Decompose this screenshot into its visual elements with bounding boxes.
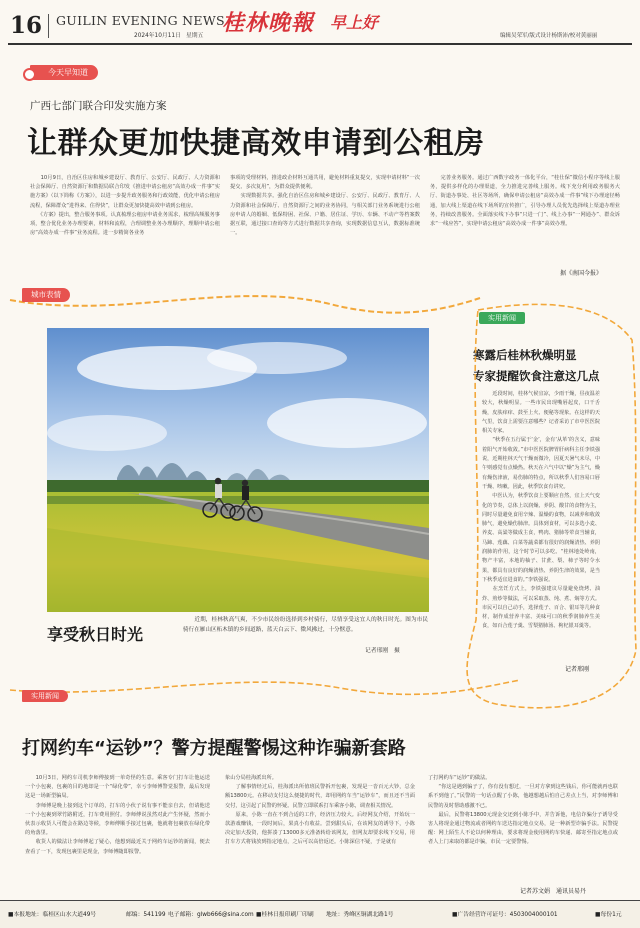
dashed-divider [0, 660, 640, 710]
article1-col3: 完善业务服务。通过广西数字政务一体化平台，“桂仕保”微信小程序等线上服务，提供多样化的办理渠道，全力推进完善线上服务。线下充分利用政务服务大厅、街道办事处、社区等场所，确保申请公租房“高效办成一件事”线下办理途径畅通，加大线上渠道在线下场所的宣传推广，引导办理人员优先选择线上渠道办理业务，持续改善服务。全面落实线下办事“只进一门”、线上办事“一网通办”、群众诉求“一线应答”，实现申请公租房“高效办成一件事”高效办理。 [430, 175, 620, 228]
kicker-tag-label: 今天早知道 [48, 68, 88, 77]
paper-name-logo: 桂林晚報 [222, 10, 315, 36]
sidebar-body: 近段时间，桂林气候宜凉，少雨干燥，昼夜温差较大，秋燥明显。一些市民出现嘴唇起皮，口干舌燥，皮肤痒痒、鼓至上火、便秘等现象。在这样的天气里，饮食上需要注意哪些？记者采访了市中医医院相关专家。 “秋季在五行属于‘金’，金有‘从革’的含义，意味着阳气开始收敛。”市中医医院脾胃肝病科主任李铁强说，近期桂林天气干燥而微冷，因夏天暑气未尽，中午则感觉有点燥热。秋天在六气中以“燥”为主气，燥有燥伤津液，易伤肺的特点，所以秋季人们容易口唇干燥、咳嗽。因此，秋季饮食有讲究。 中医认为，秋季饮食上要顺应自然，宜上天气变化的节奏，总体上以润燥、养阴、酸甘的食物为主，同时尽量避免食用辛辣、温燥的食物，以减养和收敛肺气，避免燥伤肺津。具体到食材，可以多选小麦、养麦、高粱等做成主食，鸭肉、猪肺等荤食当辅食，马蹄、莲藕、白菜等蔬菜都有很好的润燥清热、养阴润肺的作用，这个时节可以多吃。“桂林地处岭南，物产丰富，本地的柚子、甘蔗、梨、柿子等时令水果，都具有良好的润燥清热、养阴生津的效果，是当下秋季适宜进食的。”李铁强说。 在烹饪方式上，李铁强建议尽量避免烧烤、油炸、煎炒等做法，可以采取蒸、炖、煮、焖等方式。市民可以自己动手，选择莲子、百合、银耳等几种食材，制作成营养丰富、美味可口的秋季润肺养生美食，如百合莲子羹、雪梨猪肺汤、枸杞银耳羹等。 [482, 391, 600, 630]
footer-price: ■每份1元 [595, 912, 622, 918]
article2-banner [22, 690, 68, 702]
sidebar-banner-label: 实用新闻 [488, 314, 516, 322]
sidebar-headline-line2: 专家提醒饮食注意这几点 [473, 369, 600, 383]
article2-col1: 10月3日，网约车司机李师傅接到一单奇怪的生意。乘客专门打车让他运送一个小包裹，包裹的目的地却是一个“绿化带”，幸亏李师傅警觉报警，最后发现这是一场新型骗局。 李师傅是晚上接到这个订单的，打车的小伙子说有事不能亲自去，但请他送一个小包裹到翠竹路附近，打车费用照付。李师傅说虽然对此产生怀疑，然而小伙表示收货人可能会在路边等候，李师傅顺手接过包裹，他就将包裹放在绿化带的角落里。 收货人的做法让李师傅起了疑心，他想到最近关于网约车运钞的新闻，便去查看了一下，发现包裹里是现金，李师傅随即报警。 [25, 775, 210, 855]
weekday: 星期五 [186, 33, 204, 39]
footer-ad-license: ■广告经营许可证号：4503004000101 [452, 912, 558, 918]
footer-printer: ■桂林日报印刷厂印刷 [256, 912, 314, 918]
article1-col2: 事项的受理材料，推进政企材料互通共用，避免材料重复提交，实现申请材料“一次提交、多次复用”，为群众提供便利。 实现数据共享。强化自治区住房和城乡建设厅、公安厅、民政厅、教育厅、人力资源和社会保障厅、自然资源厅之间的业务协同，与相关部门业务系统进行公租房申请人的婚姻、低保特困、社保、户籍、居住证、学历、车辆、不动产等档案数据互联，通过接口查询等方式进行数据共享查询，实现数据信息互认，数据标准统一。 [230, 175, 420, 237]
kicker-dot-icon [23, 68, 36, 81]
photo-story-headline: 享受秋日时光 [47, 625, 144, 644]
editors-credit: 编辑吴荣军/版式设计杨斯沛/校对黄丽丽 [500, 33, 598, 39]
article2-banner-label: 实用新闻 [31, 692, 59, 700]
photo-caption: 近期，桂林秋高气爽，不少市民纷纷选择到乡村骑行，尽情享受这宜人的秋日时光。图为市民骑行在雁山区柘木镇的乡间道路，蓝天白云下、微风拂过，十分惬意。 [183, 617, 428, 633]
article1-source: 据《南国今报》 [560, 270, 603, 277]
footer-postcode: 邮编：541199 [126, 912, 166, 918]
article2-col3: 了打网约车“运钞”的做法。 “你这是遇到骗子了，你有没有想过，一旦对方拿到这些钱后，你可能就再也联系不到他了。”民警的一句话点醒了小陈，他越想越后怕自己差点上当，对李师傅和民警的及时帮助感激不已。 最后，民警将13800元现金交还到小陈手中，并告诉他，电信诈骗分子诱导受害人将现金通过物流或者网约车送达指定地点交易，是一种新型诈骗手法。民警提醒：网上陌生人不论以何种理由，要求将现金使用网约车快递、邮寄至指定地点或者人上门来取的都是诈骗，市民一定要警惕。 [428, 775, 618, 846]
footer-bar [0, 900, 640, 928]
footer-email: 电子邮箱：glwb666@sina.com [168, 912, 254, 918]
article2-byline: 记者苏文娟 通讯员易丹 [520, 888, 587, 895]
article1-subhead: 广西七部门联合印发实施方案 [30, 100, 167, 112]
article2-headline: 打网约车“运钞”？警方提醒警惕这种诈骗新套路 [22, 738, 406, 759]
article1-headline: 让群众更加快捷高效申请到公租房 [27, 126, 485, 161]
photo-story-banner-label: 城市表情 [31, 290, 61, 299]
masthead [0, 0, 640, 48]
photo-byline: 记者邢刚 摄 [365, 648, 400, 654]
sidebar-headline-line1: 寒露后桂林秋燥明显 [473, 348, 577, 362]
page-number: 16 [10, 12, 43, 39]
photo-story-banner [22, 288, 70, 302]
paper-name-en: GUILIN EVENING NEWS [56, 13, 225, 28]
footer-address: ■本报地址：临桂区山水大道49号 [8, 912, 97, 918]
section-name-logo: 早上好 [330, 13, 379, 32]
date: 2024年10月11日 [134, 33, 181, 39]
sidebar-byline: 记者邢刚 [565, 666, 590, 673]
article2-col2: 象山分局桂海派出所。 了解事情经过后，桂海派出所值班民警拆开包裹，发现是一沓百元大钞，总金额13800元。在移动支付这么便捷的时代，却用网约车当“运钞车”，而且还不当面交付，这引起了民警的怀疑。民警立即联系打车乘客小陈，调查相关情况。 原来，小陈一直在不到合适的工作，经济压力较大。后经网友介绍，开始玩一款游戏赚钱，一段时间后，果真小有收益。尝到甜头后，在该网友的诱导下，小陈决定加大投资，他拼凑了13000多元准备转给该网友，但网友却要求线下交易，用打车方式将钱放到指定地点，之后可以高倍返还。小陈深信不疑，于是就有 [225, 775, 415, 846]
footer-printer-address: 地址：秀峰区铜湖北路1号 [326, 912, 394, 918]
cycling-photo [47, 328, 429, 612]
sidebar-dashed-border [436, 300, 640, 720]
article1-col1: 10月9日，自治区住房和城乡建设厅、教育厅、公安厅、民政厅、人力资源和社会保障厅、自然资源厅和数据局联合印发《推进申请公租房“高效办成一件事”实施方案》（以下简称《方案》），以进一步提升政务服务和行政效能，优化申请公租房流程，保障群众“进得来、住得快”，让群众更加快捷高效申请到公租房。 《方案》提出，整合服务事项。认真梳理公租房申请业务需求，梳理高频服务事项，整合优化业务办理要素，材料和流程，合理调整业务办理顺序，理顺申请公租房“高效办成一件事”业务流程。进一步精简各业务 [30, 175, 220, 237]
kicker-tag [30, 65, 98, 80]
